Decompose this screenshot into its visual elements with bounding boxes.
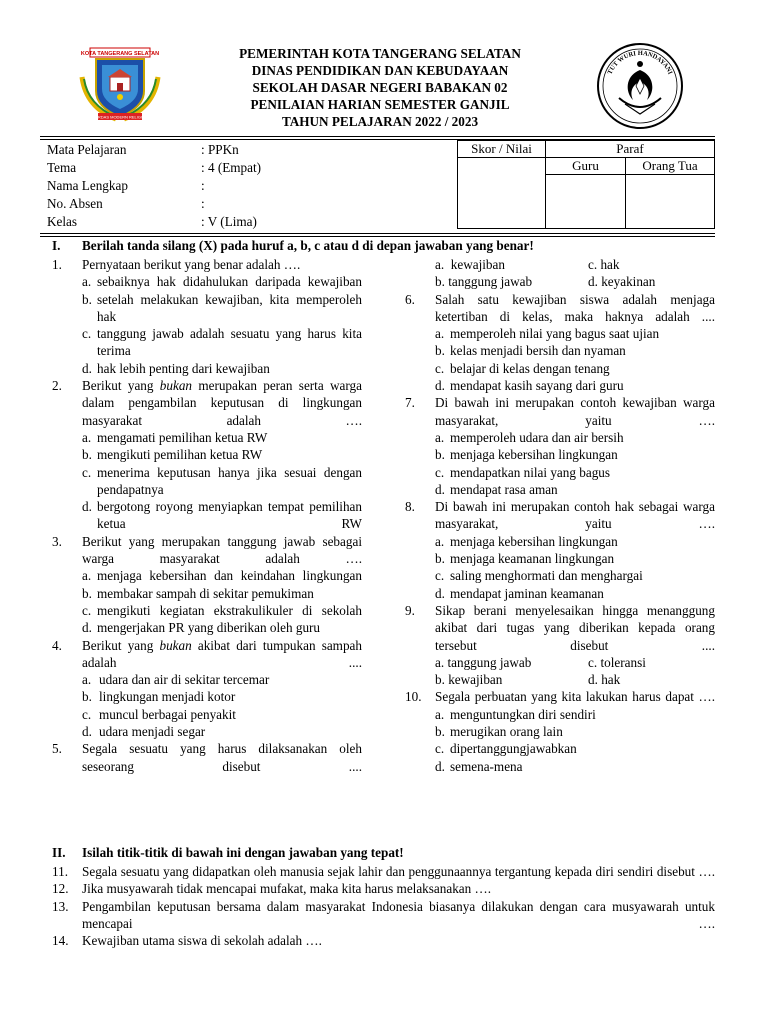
- info-value: : PPKn: [201, 142, 239, 157]
- question-text: Pengambilan keputusan bersama dalam masyarakat Indonesia biasanya dilakukan dengan cara musyawarah untuk mencapai ….: [82, 898, 715, 931]
- question-7: [405, 394, 715, 429]
- option-10d[interactable]: d. semena-mena: [435, 758, 523, 774]
- question-2: [52, 377, 362, 429]
- option-4a[interactable]: a. udara dan air di sekitar tercemar: [82, 672, 270, 688]
- question-text: Berikut yang merupakan tanggung jawab sebagai warga masyarakat adalah ….: [82, 533, 362, 567]
- score-table: [457, 140, 715, 229]
- option-text: mendapat kasih sayang dari guru: [450, 378, 624, 394]
- question-number: 12.: [52, 881, 69, 897]
- question-9: [405, 602, 715, 654]
- option-text: tanggung jawab: [448, 274, 533, 290]
- option-text: menjaga kebersihan dan keindahan lingkungan: [97, 568, 362, 584]
- right-question-column: [405, 256, 715, 775]
- question-text: Jika musyawarah tidak mencapai mufakat, maka kita harus melaksanakan ….: [82, 881, 492, 897]
- question-text: Berikut yang bukan merupakan peran serta warga dalam pengambilan keputusan di lingkungan masyarakat adalah ….: [82, 378, 362, 428]
- info-label: Nama Lengkap: [47, 178, 128, 193]
- question-text: Segala sesuatu yang harus dilaksanakan oleh seseorang disebut ....: [82, 741, 362, 774]
- logo-city-name: KOTA TANGERANG SELATAN: [80, 51, 160, 57]
- question-text: Segala sesuatu yang didapatkan oleh manusia sejak lahir dan penggunaannya tergantung kepada diri sendiri disebut ….: [82, 864, 715, 879]
- option-7c[interactable]: c. mendapatkan nilai yang bagus: [435, 464, 611, 480]
- question-text: Segala perbuatan yang kita lakukan harus dapat ….: [435, 689, 715, 705]
- question-text: Pernyataan berikut yang benar adalah ….: [82, 257, 301, 272]
- option-text: mendapatkan nilai yang bagus: [450, 464, 611, 480]
- option-6c[interactable]: c. belajar di kelas dengan tenang: [435, 360, 610, 376]
- option-text: belajar di kelas dengan tenang: [450, 360, 610, 376]
- question-10: [405, 688, 715, 705]
- question-number: 4.: [52, 637, 62, 653]
- option-text: memperoleh udara dan air bersih: [450, 429, 624, 445]
- option-9b[interactable]: b. kewajiban: [435, 672, 503, 688]
- option-text: udara menjadi segar: [99, 724, 206, 740]
- option-8a[interactable]: a. menjaga kebersihan lingkungan: [435, 533, 618, 549]
- logo-city-motto: CERDAS MODERN RELIGIUS: [92, 114, 148, 120]
- header-line-4: PENILAIAN HARIAN SEMESTER GANJIL: [250, 97, 510, 112]
- option-1b[interactable]: b. setelah melakukan kewajiban, kita memperoleh hak: [82, 291, 362, 324]
- paraf-guru-header: Guru: [546, 158, 626, 175]
- question-text: Di bawah ini merupakan contoh kewajiban warga masyarakat, yaitu ….: [435, 395, 715, 428]
- option-text: menjaga kebersihan lingkungan: [450, 533, 618, 549]
- option-text: merugikan orang lain: [450, 724, 563, 740]
- option-text: membakar sampah di sekitar pemukiman: [97, 585, 314, 601]
- option-text: menerima keputusan hanya jika sesuai dengan pendapatnya: [97, 464, 362, 497]
- option-3c[interactable]: c. mengikuti kegiatan ekstrakulikuler di sekolah: [82, 602, 362, 618]
- option-text: kewajiban: [450, 257, 505, 272]
- option-text: memperoleh nilai yang bagus saat ujian: [450, 326, 660, 342]
- header-divider: [40, 136, 715, 137]
- question-text: Berikut yang bukan akibat dari tumpukan sampah adalah ....: [82, 637, 362, 670]
- option-text: dipertanggungjawabkan: [450, 741, 577, 757]
- option-text: saling menghormati dan menghargai: [450, 568, 643, 584]
- option-text: menjaga kebersihan lingkungan: [450, 447, 618, 463]
- option-1d[interactable]: d. hak lebih penting dari kewajiban: [82, 360, 270, 376]
- option-5d[interactable]: d. keyakinan: [588, 274, 656, 290]
- document-header: [180, 45, 580, 130]
- option-4d[interactable]: d. udara menjadi segar: [82, 724, 206, 740]
- question-number: 14.: [52, 933, 69, 949]
- info-label: Tema: [47, 160, 77, 175]
- section-2-number: II.: [52, 845, 66, 860]
- question-number: 11.: [52, 864, 68, 879]
- question-number: 9.: [405, 602, 415, 618]
- essay-question-13: [52, 898, 715, 933]
- option-10b[interactable]: b. merugikan orang lain: [435, 724, 563, 740]
- option-text: hak: [600, 257, 620, 272]
- question-number: 8.: [405, 499, 415, 515]
- question-text: Salah satu kewajiban siswa adalah menjaga ketertiban di kelas, maka haknya adalah ....: [435, 291, 715, 324]
- header-line-3: SEKOLAH DASAR NEGERI BABAKAN 02: [252, 80, 508, 95]
- tut-wuri-handayani-logo: [595, 40, 685, 132]
- left-question-column: [52, 256, 362, 775]
- option-text: kelas menjadi bersih dan nyaman: [450, 343, 626, 359]
- question-5: [52, 740, 362, 775]
- option-text: tanggung jawab: [447, 654, 532, 670]
- option-text: menjaga keamanan lingkungan: [450, 551, 615, 567]
- option-6a[interactable]: a. memperoleh nilai yang bagus saat ujian: [435, 326, 660, 342]
- option-7d[interactable]: d. mendapat rasa aman: [435, 481, 558, 497]
- option-2c[interactable]: c. menerima keputusan hanya jika sesuai dengan pendapatnya: [82, 464, 362, 497]
- paraf-parent-header: Orang Tua: [626, 158, 715, 175]
- q9-options-row-2: [405, 671, 715, 688]
- paraf-parent-cell[interactable]: [626, 175, 715, 229]
- question-3: [52, 533, 362, 568]
- emphasis-word: bukan: [159, 637, 192, 653]
- option-9a[interactable]: a. tanggung jawab: [435, 654, 532, 670]
- option-5b[interactable]: b. tanggung jawab: [435, 274, 533, 290]
- info-divider-thin: [40, 233, 715, 234]
- option-2d[interactable]: d. bergotong royong menyiapkan tempat pemilihan ketua RW: [82, 499, 362, 532]
- header-line-1: PEMERINTAH KOTA TANGERANG SELATAN: [239, 46, 521, 61]
- option-5c[interactable]: c. hak: [588, 257, 620, 272]
- option-8c[interactable]: c. saling menghormati dan menghargai: [435, 568, 643, 584]
- option-text: semena-mena: [450, 758, 523, 774]
- option-text: mengikuti pemilihan ketua RW: [97, 447, 263, 463]
- option-10a[interactable]: a. menguntungkan diri sendiri: [435, 706, 596, 722]
- info-value: :: [201, 196, 205, 211]
- option-text: hak lebih penting dari kewajiban: [97, 360, 270, 376]
- essay-question-14: [52, 932, 715, 949]
- option-text: sebaiknya hak didahulukan daripada kewajiban: [97, 274, 362, 290]
- option-4c[interactable]: c. muncul berbagai penyakit: [82, 706, 236, 722]
- option-text: mendapat rasa aman: [450, 481, 558, 497]
- option-6d[interactable]: d. mendapat kasih sayang dari guru: [435, 378, 624, 394]
- info-value: : V (Lima): [201, 214, 257, 229]
- question-number: 2.: [52, 378, 62, 394]
- option-7a[interactable]: a. memperoleh udara dan air bersih: [435, 429, 624, 445]
- q5-options-row-1: [405, 256, 715, 273]
- paraf-guru-cell[interactable]: [546, 175, 626, 229]
- option-text: toleransi: [600, 654, 646, 670]
- option-9c[interactable]: c. toleransi: [588, 654, 646, 670]
- question-text: Kewajiban utama siswa di sekolah adalah ….: [82, 933, 322, 949]
- question-number: 13.: [52, 898, 69, 914]
- question-text: Sikap berani menyelesaikan hingga menanggung akibat dari tugas yang diberikan kepada orang tersebut disebut ....: [435, 602, 715, 653]
- option-1a[interactable]: a. sebaiknya hak didahulukan daripada kewajiban: [82, 274, 362, 290]
- essay-question-11: [52, 863, 715, 880]
- option-4b[interactable]: b. lingkungan menjadi kotor: [82, 689, 236, 705]
- option-text: mendapat jaminan keamanan: [450, 585, 604, 601]
- header-line-2: DINAS PENDIDIKAN DAN KEBUDAYAAN: [251, 63, 509, 78]
- option-text: setelah melakukan kewajiban, kita memperoleh hak: [97, 291, 362, 324]
- question-number: 1.: [52, 257, 62, 272]
- option-2b[interactable]: b. mengikuti pemilihan ketua RW: [82, 447, 263, 463]
- option-10c[interactable]: c. dipertanggungjawabkan: [435, 741, 577, 757]
- option-text: udara dan air di sekitar tercemar: [99, 672, 270, 688]
- option-text: mengerjakan PR yang diberikan oleh guru: [97, 620, 321, 636]
- option-text: lingkungan menjadi kotor: [99, 689, 236, 705]
- option-text: kewajiban: [448, 672, 503, 688]
- paraf-header: Paraf: [546, 141, 715, 158]
- question-text: Di bawah ini merupakan contoh hak sebagai warga masyarakat, yaitu ….: [435, 499, 715, 532]
- question-number: 7.: [405, 395, 415, 411]
- option-text: keyakinan: [601, 274, 656, 290]
- section-1-title: Berilah tanda silang (X) pada huruf a, b, c atau d di depan jawaban yang benar!: [82, 238, 534, 253]
- logo-motto: TUT WURI HANDAYANI: [606, 49, 674, 76]
- option-text: muncul berbagai penyakit: [99, 706, 236, 722]
- q5-options-row-2: [405, 273, 715, 290]
- option-1c[interactable]: c. tanggung jawab adalah sesuatu yang harus kita terima: [82, 326, 362, 359]
- option-9d[interactable]: d. hak: [588, 672, 621, 688]
- city-logo: [76, 47, 164, 123]
- section-2-title: Isilah titik-titik di bawah ini dengan jawaban yang tepat!: [82, 845, 404, 860]
- question-number: 5.: [52, 741, 62, 757]
- option-2a[interactable]: a. mengamati pemilihan ketua RW: [82, 429, 268, 445]
- option-text: tanggung jawab adalah sesuatu yang harus kita terima: [97, 326, 362, 359]
- question-number: 10.: [405, 689, 422, 705]
- option-8b[interactable]: b. menjaga keamanan lingkungan: [435, 551, 615, 567]
- section-1-number: I.: [52, 238, 61, 253]
- option-6b[interactable]: b. kelas menjadi bersih dan nyaman: [435, 343, 626, 359]
- info-label: Mata Pelajaran: [47, 142, 127, 157]
- option-7b[interactable]: b. menjaga kebersihan lingkungan: [435, 447, 618, 463]
- option-8d[interactable]: d. mendapat jaminan keamanan: [435, 585, 604, 601]
- essay-question-12: [52, 880, 715, 897]
- option-text: hak: [601, 672, 621, 688]
- question-number: 3.: [52, 533, 62, 549]
- option-3d[interactable]: d. mengerjakan PR yang diberikan oleh guru: [82, 620, 321, 636]
- essay-questions: [52, 863, 715, 949]
- option-text: mengamati pemilihan ketua RW: [97, 429, 268, 445]
- score-cell[interactable]: [458, 158, 546, 229]
- question-1: [52, 256, 362, 273]
- info-value: :: [201, 178, 205, 193]
- question-6: [405, 291, 715, 326]
- q9-options-row-1: [405, 654, 715, 671]
- emphasis-word: bukan: [159, 378, 193, 394]
- option-5a[interactable]: a. kewajiban: [435, 257, 505, 272]
- header-line-5: TAHUN PELAJARAN 2022 / 2023: [281, 114, 479, 129]
- option-text: bergotong royong menyiapkan tempat pemilihan ketua RW: [97, 499, 362, 532]
- question-8: [405, 498, 715, 533]
- option-3a[interactable]: a. menjaga kebersihan dan keindahan lingkungan: [82, 568, 362, 584]
- option-3b[interactable]: b. membakar sampah di sekitar pemukiman: [82, 585, 314, 601]
- info-value: : 4 (Empat): [201, 160, 262, 175]
- info-divider: [40, 236, 715, 237]
- option-text: menguntungkan diri sendiri: [450, 706, 596, 722]
- info-label: Kelas: [47, 214, 78, 229]
- info-label: No. Absen: [47, 196, 103, 211]
- question-number: 6.: [405, 291, 415, 307]
- question-4: [52, 637, 362, 672]
- option-text: mengikuti kegiatan ekstrakulikuler di sekolah: [97, 602, 362, 618]
- score-header: Skor / Nilai: [458, 141, 546, 158]
